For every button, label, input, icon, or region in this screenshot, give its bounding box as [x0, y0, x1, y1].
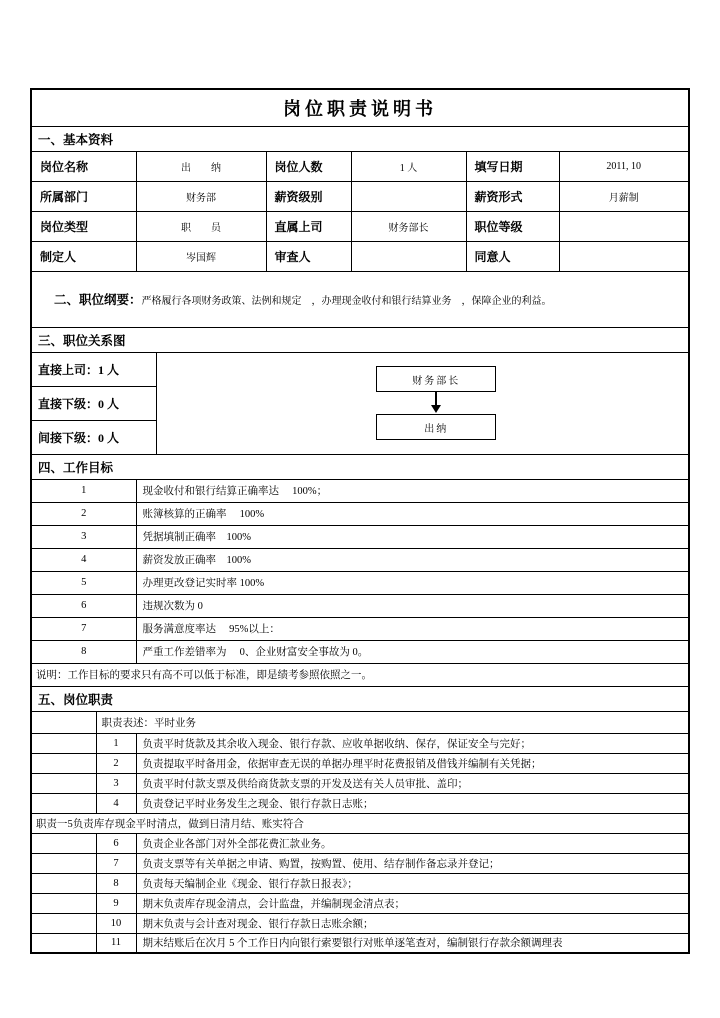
duty-number: 1 [96, 733, 136, 753]
field-label-approver: 同意人 [466, 241, 559, 271]
field-label-maker: 制定人 [31, 241, 136, 271]
field-value-approver [559, 241, 689, 271]
relation-indirect-subordinates: 间接下级：0 人 [31, 420, 156, 454]
empty-cell [31, 711, 96, 733]
basic-info-row [31, 211, 689, 241]
field-value-salary-form: 月薪制 [559, 181, 689, 211]
org-box-cashier: 出纳 [376, 414, 496, 440]
duty-row [31, 913, 689, 933]
goal-row [31, 548, 689, 571]
relation-row [31, 352, 689, 386]
section-heading-goals: 四、工作目标 [31, 454, 689, 479]
duty-row [31, 933, 689, 953]
field-value-fill-date: 2011, 10 [559, 151, 689, 181]
goal-number: 6 [31, 594, 136, 617]
org-chart-cell [156, 352, 689, 454]
goal-text: 严重工作差错率为 0、企业财富安全事故为 0。 [136, 640, 689, 663]
duty-number: 8 [96, 873, 136, 893]
duty-number: 7 [96, 853, 136, 873]
goal-number: 3 [31, 525, 136, 548]
goal-number: 4 [31, 548, 136, 571]
empty-cell [31, 833, 96, 853]
duty-number: 9 [96, 893, 136, 913]
duty-category: 职责表述：平时业务 [96, 711, 689, 733]
basic-info-row [31, 151, 689, 181]
down-arrow-icon [429, 392, 443, 414]
field-label-direct-supervisor: 直属上司 [266, 211, 351, 241]
outline-text: 严格履行各项财务政策、法例和规定 ，办理现金收付和银行结算业务 ，保障企业的利益。 [141, 295, 552, 307]
duty-text: 期末负责与会计查对现金、银行存款日志账余额； [136, 913, 689, 933]
goal-text: 服务满意度率达 95%以上： [136, 617, 689, 640]
goal-text: 账簿核算的正确率 100% [136, 502, 689, 525]
duty-row [31, 833, 689, 853]
section-heading-relation: 三、职位关系图 [31, 327, 689, 352]
duty-number: 6 [96, 833, 136, 853]
goal-row [31, 502, 689, 525]
field-value-position-grade [559, 211, 689, 241]
section-heading-duties-row [31, 686, 689, 711]
field-value-reviewer [351, 241, 466, 271]
goals-note-row [31, 663, 689, 686]
empty-cell [31, 893, 96, 913]
relation-direct-subordinates: 直接下级：0 人 [31, 386, 156, 420]
duty-number: 2 [96, 753, 136, 773]
empty-cell [31, 873, 96, 893]
duty-number: 10 [96, 913, 136, 933]
duty-row [31, 753, 689, 773]
empty-cell [31, 753, 96, 773]
field-value-department: 财务部 [136, 181, 266, 211]
duty-category-row [31, 711, 689, 733]
goals-note: 说明：工作目标的要求只有高不可以低于标准，即是绩考参照依照之一。 [31, 663, 689, 686]
duty-row [31, 893, 689, 913]
goal-text: 薪资发放正确率 100% [136, 548, 689, 571]
duty-text: 负责每天编制企业《现金、银行存款日报表》； [136, 873, 689, 893]
field-label-headcount: 岗位人数 [266, 151, 351, 181]
duty-text-merged: 职责一5负责库存现金平时清点，做到日清月结、账实符合 [31, 813, 689, 833]
empty-cell [31, 933, 96, 953]
job-description-form [30, 88, 690, 954]
basic-info-row [31, 241, 689, 271]
duty-row [31, 853, 689, 873]
org-chart [171, 366, 690, 440]
duty-text: 负责企业各部门对外全部花费汇款业务。 [136, 833, 689, 853]
basic-info-row [31, 181, 689, 211]
duty-number: 11 [96, 933, 136, 953]
empty-cell [31, 773, 96, 793]
goal-number: 1 [31, 479, 136, 502]
outline-label: 二、职位纲要： [54, 292, 142, 307]
section-heading-relation-row [31, 327, 689, 352]
empty-cell [31, 853, 96, 873]
duty-number: 4 [96, 793, 136, 813]
goal-number: 5 [31, 571, 136, 594]
field-value-headcount: 1 人 [351, 151, 466, 181]
field-label-salary-grade: 薪资级别 [266, 181, 351, 211]
duty-text: 负责登记平时业务发生之现金、银行存款日志账； [136, 793, 689, 813]
goal-text: 违规次数为 0 [136, 594, 689, 617]
field-value-direct-supervisor: 财务部长 [351, 211, 466, 241]
goal-row [31, 594, 689, 617]
duty-number: 3 [96, 773, 136, 793]
goal-text: 办理更改登记实时率 100% [136, 571, 689, 594]
goal-number: 2 [31, 502, 136, 525]
field-label-department: 所属部门 [31, 181, 136, 211]
field-label-salary-form: 薪资形式 [466, 181, 559, 211]
goal-row [31, 617, 689, 640]
duty-text: 期末负责库存现金清点，会计监盘，并编制现金清点表； [136, 893, 689, 913]
empty-cell [31, 733, 96, 753]
duty-text: 负责平时货款及其余收入现金、银行存款、应收单据收纳、保存，保证安全与完好； [136, 733, 689, 753]
goal-text: 现金收付和银行结算正确率达 100%； [136, 479, 689, 502]
duty-text: 负责提取平时备用金，依据审查无误的单据办理平时花费报销及借钱并编制有关凭据； [136, 753, 689, 773]
position-outline-row [31, 271, 689, 327]
field-value-position-type: 职 员 [136, 211, 266, 241]
goal-row [31, 571, 689, 594]
section-heading-goals-row [31, 454, 689, 479]
duty-row [31, 733, 689, 753]
page-title: 岗位职责说明书 [31, 89, 689, 126]
org-box-finance-director: 财务部长 [376, 366, 496, 392]
goal-number: 8 [31, 640, 136, 663]
field-value-maker: 岑国辉 [136, 241, 266, 271]
field-value-position-name: 出 纳 [136, 151, 266, 181]
goal-row [31, 479, 689, 502]
section-heading-basic-row [31, 126, 689, 151]
relation-direct-supervisor: 直接上司：1 人 [31, 352, 156, 386]
field-label-position-type: 岗位类型 [31, 211, 136, 241]
section-heading-duties: 五、岗位职责 [31, 686, 689, 711]
field-label-fill-date: 填写日期 [466, 151, 559, 181]
field-label-reviewer: 审查人 [266, 241, 351, 271]
duty-text: 期末结账后在次月 5 个工作日内向银行索要银行对账单逐笔查对，编制银行存款余额调理表 [136, 933, 689, 953]
duty-row [31, 873, 689, 893]
duty-row [31, 793, 689, 813]
position-outline-cell [31, 271, 689, 327]
goal-number: 7 [31, 617, 136, 640]
duty-row-merged [31, 813, 689, 833]
goal-row [31, 640, 689, 663]
field-value-salary-grade [351, 181, 466, 211]
duty-text: 负责平时付款支票及供给商货款支票的开发及送有关人员审批、盖印； [136, 773, 689, 793]
field-label-position-grade: 职位等级 [466, 211, 559, 241]
section-heading-basic: 一、基本资料 [31, 126, 689, 151]
duty-text: 负责支票等有关单据之申请、购置，按购置、使用、结存制作备忘录并登记； [136, 853, 689, 873]
duty-row [31, 773, 689, 793]
empty-cell [31, 913, 96, 933]
goal-row [31, 525, 689, 548]
title-row [31, 89, 689, 126]
empty-cell [31, 793, 96, 813]
field-label-position-name: 岗位名称 [31, 151, 136, 181]
goal-text: 凭据填制正确率 100% [136, 525, 689, 548]
